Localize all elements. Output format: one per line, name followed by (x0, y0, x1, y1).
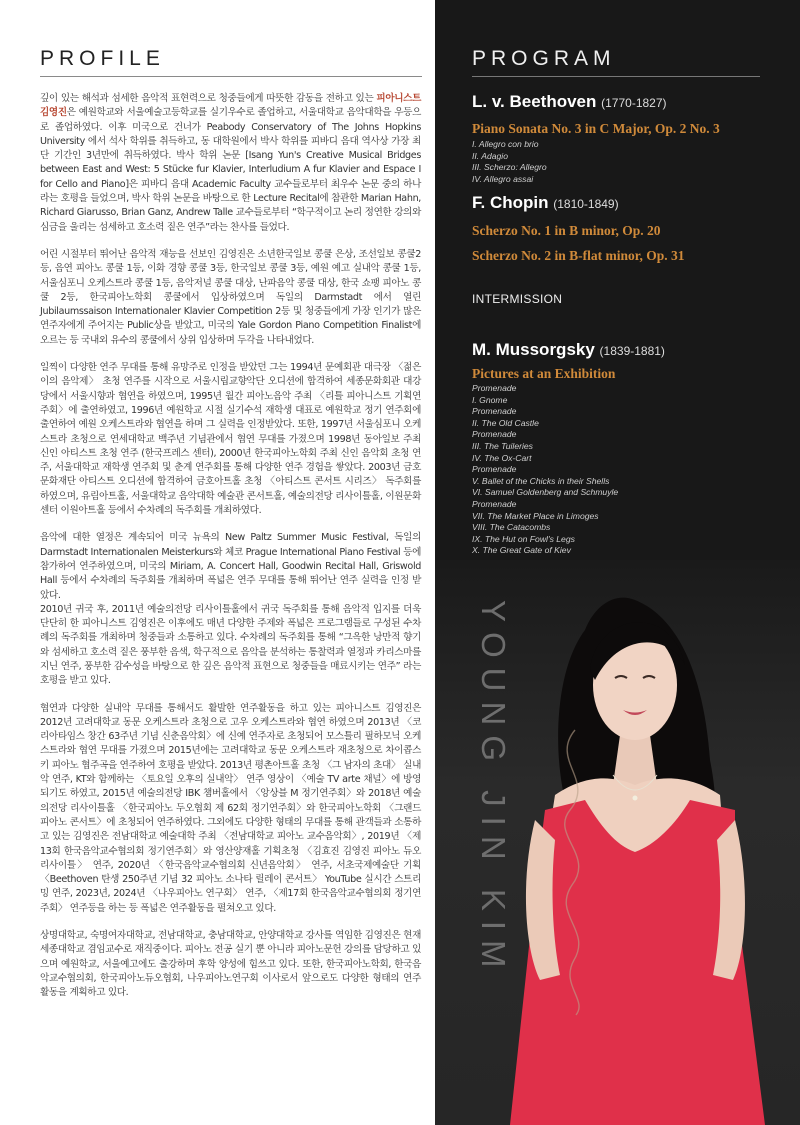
movement: I. Allegro con brio (472, 139, 539, 149)
mussorgsky-block (472, 340, 792, 557)
performer-highlight: 피아니스트 김영진 (40, 93, 421, 119)
profile-bio (40, 92, 421, 1014)
bio-text: 깊이 있는 해석과 섬세한 음악적 표현력으로 청중들에게 따뜻한 감동을 전하고 있는 (40, 93, 377, 104)
movement-list (472, 383, 792, 557)
performer-name-vertical (462, 600, 512, 1080)
movement: V. Ballet of the Chicks in their Shells (472, 475, 610, 486)
work-title: Scherzo No. 2 in B-flat minor, Op. 31 (472, 248, 685, 263)
program-heading: PROGRAM (472, 47, 616, 70)
profile-heading: PROFILE (40, 47, 165, 70)
movement: X. The Great Gate of Kiev (472, 545, 571, 556)
composer-years: (1810-1849) (553, 197, 619, 211)
movement: VIII. The Catacombs (472, 522, 551, 533)
movement: Promenade (472, 406, 517, 417)
composer-years: (1770-1827) (601, 96, 667, 110)
signature-script (540, 720, 610, 1020)
composer-name (472, 340, 792, 360)
performer-name-text: YOUNG JIN KIM (475, 600, 512, 978)
composer-label: F. Chopin (472, 193, 549, 212)
movement: IV. The Ox-Cart (472, 452, 532, 463)
movement: III. The Tuileries (472, 440, 533, 451)
movement: IX. The Hut on Fowl's Legs (472, 533, 575, 544)
movement: VI. Samuel Goldenberg and Schmuyle (472, 487, 619, 498)
profile-divider (40, 76, 422, 77)
movement: Promenade (472, 498, 517, 509)
chopin-block (472, 193, 792, 264)
intermission-label: INTERMISSION (472, 292, 563, 306)
movement-list (472, 139, 792, 185)
beethoven-block (472, 92, 792, 185)
work-title: Pictures at an Exhibition (472, 366, 616, 381)
composer-label: L. v. Beethoven (472, 92, 597, 111)
movement: Promenade (472, 383, 517, 393)
movement: Promenade (472, 429, 517, 440)
movement: VII. The Market Place in Limoges (472, 510, 599, 521)
bio-paragraph-1 (40, 92, 421, 235)
movement: IV. Allegro assai (472, 173, 534, 184)
movement: Promenade (472, 464, 517, 475)
composer-years: (1839-1881) (599, 344, 665, 358)
composer-label: M. Mussorgsky (472, 340, 595, 359)
movement: III. Scherzo: Allegro (472, 162, 547, 173)
bio-paragraph-4: 음악에 대한 열정은 계속되어 미국 뉴욕의 New Paltz Summer Music Festival, 독일의 Darmstadt Internationalen Meisterkurs와 체코 Prague International Piano Festival 등에 참가하여 연주하였으며, 미국의 Miriam, A. Concert Hall, Goodwin Recital Hall, Griswold Hall 등에서 수차례의 독주회를 개최하며 폭넓은 연주 무대를 통해 뛰어난 연주 실력을 인정 받았다. 2010년 귀국 후, 2011년 예술의전당 리사이틀홀에서 귀국 독주회를 통해 음악적 입지를 더욱 단단히 한 피아니스트 김영진은 이후에도 매년 다양한 주제와 폭넓은 프로그램들로 구성된 수차례의 독주회를 개최하며 청중들과 소통하고 있다. 수차례의 독주회를 통해 “그윽한 낭만적 향기와 섬세하고 호소력 짙은 풍부한 음색, 학구적으로 음악을 분석하는 통찰력과 열정과 카리스마를 지닌 연주, 풍부한 감수성을 바탕으로 한 깊은 음악적 표현으로 청중들을 매료시키는 연주” 라는 호평을 받고 있다. (40, 532, 421, 687)
bio-text: 은 예원학교와 서울예술고등학교를 실기우수로 졸업하고, 서울대학교 음악대학을 우등으로 졸업하였다. 이후 미국으로 건너가 Peabody Conservatory of The Johns Hopkins University 에서 석사 학위를 취득하고, 동 대학원에서 박사 학위를 피바디 음대 역사상 가장 최단 기간인 3년만에 취득하였다. 박사 학위 논문 [Isang Yun's Creative Musical Bridges between East and West: 5 Stücke fur Klavier, Interludium A fur Klavier and Espace I for Cello and Piano]은 피바디 음대 Academic Faculty 교수들로부터 최우수 논문 중의 하나라는 호평을 들었으며, 박사 학위 논문을 바탕으로 한 Lecture Recital에 참관한 Marian Hahn, Richard Giarusso, Brian Ganz, Andrew Talle 교수들로부터 “학구적이고 논리 정연한 강의와 심금을 울리는 섬세하고 호소력 짙은 연주”라는 찬사를 들었다. (40, 107, 421, 233)
work-title: Scherzo No. 1 in B minor, Op. 20 (472, 223, 661, 238)
movement: II. Adagio (472, 150, 508, 161)
bio-paragraph-2: 어린 시절부터 뛰어난 음악적 재능을 선보인 김영진은 소년한국일보 콩쿨 은상, 조선일보 콩쿨2등, 음연 피아노 콩쿨 1등, 이화 경향 콩쿨 3등, 한국일보 콩쿨 3등, 예원 예고 실내악 콩쿨 1등, 서울심포니 오케스트라 콩쿨 1등, 음악저널 콩쿨 대상, 난파음악 콩쿨 대상, 한국 쇼팽 피아노 콩쿨 2등, 한국피아노학회 콩쿨에서 입상하였으며 독일의 Darmstadt 에서 열린 Jubilaumssaison Internationaler Klavier Competition 2등 및 청중들에게 가장 인기가 많은 연주자에게 주어지는 Public상을 받았고, 미국의 Yale Gordon Piano Competition Finalist에 오르는 등 국내외 유수의 콩쿨에서 상위 입상하며 두각을 나타내었다. (40, 248, 421, 346)
bio-paragraph-5: 협연과 다양한 실내악 무대를 통해서도 활발한 연주활동을 하고 있는 피아니스트 김영진은 2012년 고려대학교 동문 오케스트라 초청으로 고우 오케스트라와 협연 하였으며 2013년 〈코리아타임스 창간 63주년 기념 신춘음악회〉에 신예 연주자로 초청되어 모스틀리 필하모닉 오케스트라와 협연 무대를 가졌으며 2015년에는 고려대학교 동문 오케스트라 재초청으로 차이콥스키 피아노 협주곡을 연주하여 호평을 받았다. 2013년 평촌아트홀 초청 〈그 남자의 초대〉 실내악 연주, KT와 함께하는 〈토요일 오후의 실내악〉 연주 영상이 〈예술 TV arte 채널〉에 방영되기도 하였고, 2015년 예술의전당 IBK 챔버홀에서 〈앙상블 M 정기연주회〉와 2018년 예술의전당 리사이틀홀 〈한국피아노 두오협회 제 62회 정기연주회〉와 한국피아노학회 〈그랜드 피아노 콘서트〉에 초청되어 연주하였다. 그외에도 다양한 형태의 무대를 통해 관객들과 소통하고 있는 김영진은 전남대학교 예술대학 주최 〈전남대학교 피아노 교수음악회〉, 2019년 〈제13회 한국음악교수협의회 정기연주회〉와 영산양재홀 기획초청 〈김효진 김영진 피아노 듀오 리사이틀〉 연주, 2020년 〈한국음악교수협의회 신년음악회〉 연주, 서초국제예술단 기획 〈Beethoven 탄생 250주년 기념 32 피아노 소나타 릴레이 콘서트〉 YouTube 실시간 스트리밍 연주, 2023년, 2024년 〈나우피아노 연구회〉 연주, 〈제17회 한국음악교수협의회 정기연주회〉 연주등을 하는 등 폭넓은 연주활동을 펼쳐오고 있다. (40, 702, 421, 914)
program-divider (472, 76, 760, 77)
composer-name (472, 193, 792, 213)
bio-paragraph-3: 일찍이 다양한 연주 무대를 통해 유망주로 인정을 받았던 그는 1994년 문예회관 대극장 〈젊은이의 음악제〉 초청 연주를 시작으로 서울시립교향악단 오디션에 합격하여 세종문화회관 대강당에서 서울시향과 협연을 하였으며, 1995년 월간 피아노음악 주최 〈리틀 피아니스트 기획연주회〉에 출연하였고, 1996년 예원학교 시절 실기수석 재학생 대표로 예원학교 정기 연주회에 출연하여 예원 오케스트라와 협연을 하며 그 실력을 인정받았다. 또한, 1997년 서울심포니 오케스트라 초청으로 연세대학교 백주년 기념관에서 협연 무대를 가졌으며 1998년 동아일보 주최 신인 아티스트 초청 연주 (한국프레스 센터), 2000년 한국피아노학회 주최 신인 음악회 초청 연주, 서울대학교 재학생 연주회 및 춘계 연주회를 통해 다양한 연주 경험을 쌓았다. 2003년 금호문화재단 아티스트 오디션에 합격하여 금호아트홀 초청 〈아티스트 콘서트 시리즈〉 독주회를 하였으며, 유림아트홀, 서울대학교 음악대학 예술관 콘서트홀, 예술의전당 리사이틀홀, 이원문화센터 이원아트홀 등에서 수차례의 독주회를 개최하였다. (40, 362, 421, 517)
movement: II. The Old Castle (472, 417, 539, 428)
movement: I. Gnome (472, 394, 508, 405)
bio-paragraph-6: 상명대학교, 숙명여자대학교, 전남대학교, 충남대학교, 안양대학교 강사를 역임한 김영진은 현재 세종대학교 겸임교수로 재직중이다. 피아노 전공 실기 뿐 아니라 피아노문헌 강의를 담당하고 있으며 예원학교, 서울예고에도 출강하며 후학 양성에 힘쓰고 있다. 또한, 한국피아노학회, 한국음악교수협의회, 한국피아노듀오협회, 나우피아노연구회 이사로서 앞으로도 다양한 형태의 연주 활동을 계획하고 있다. (40, 930, 421, 999)
work-title: Piano Sonata No. 3 in C Major, Op. 2 No. 3 (472, 121, 720, 136)
composer-name (472, 92, 792, 112)
